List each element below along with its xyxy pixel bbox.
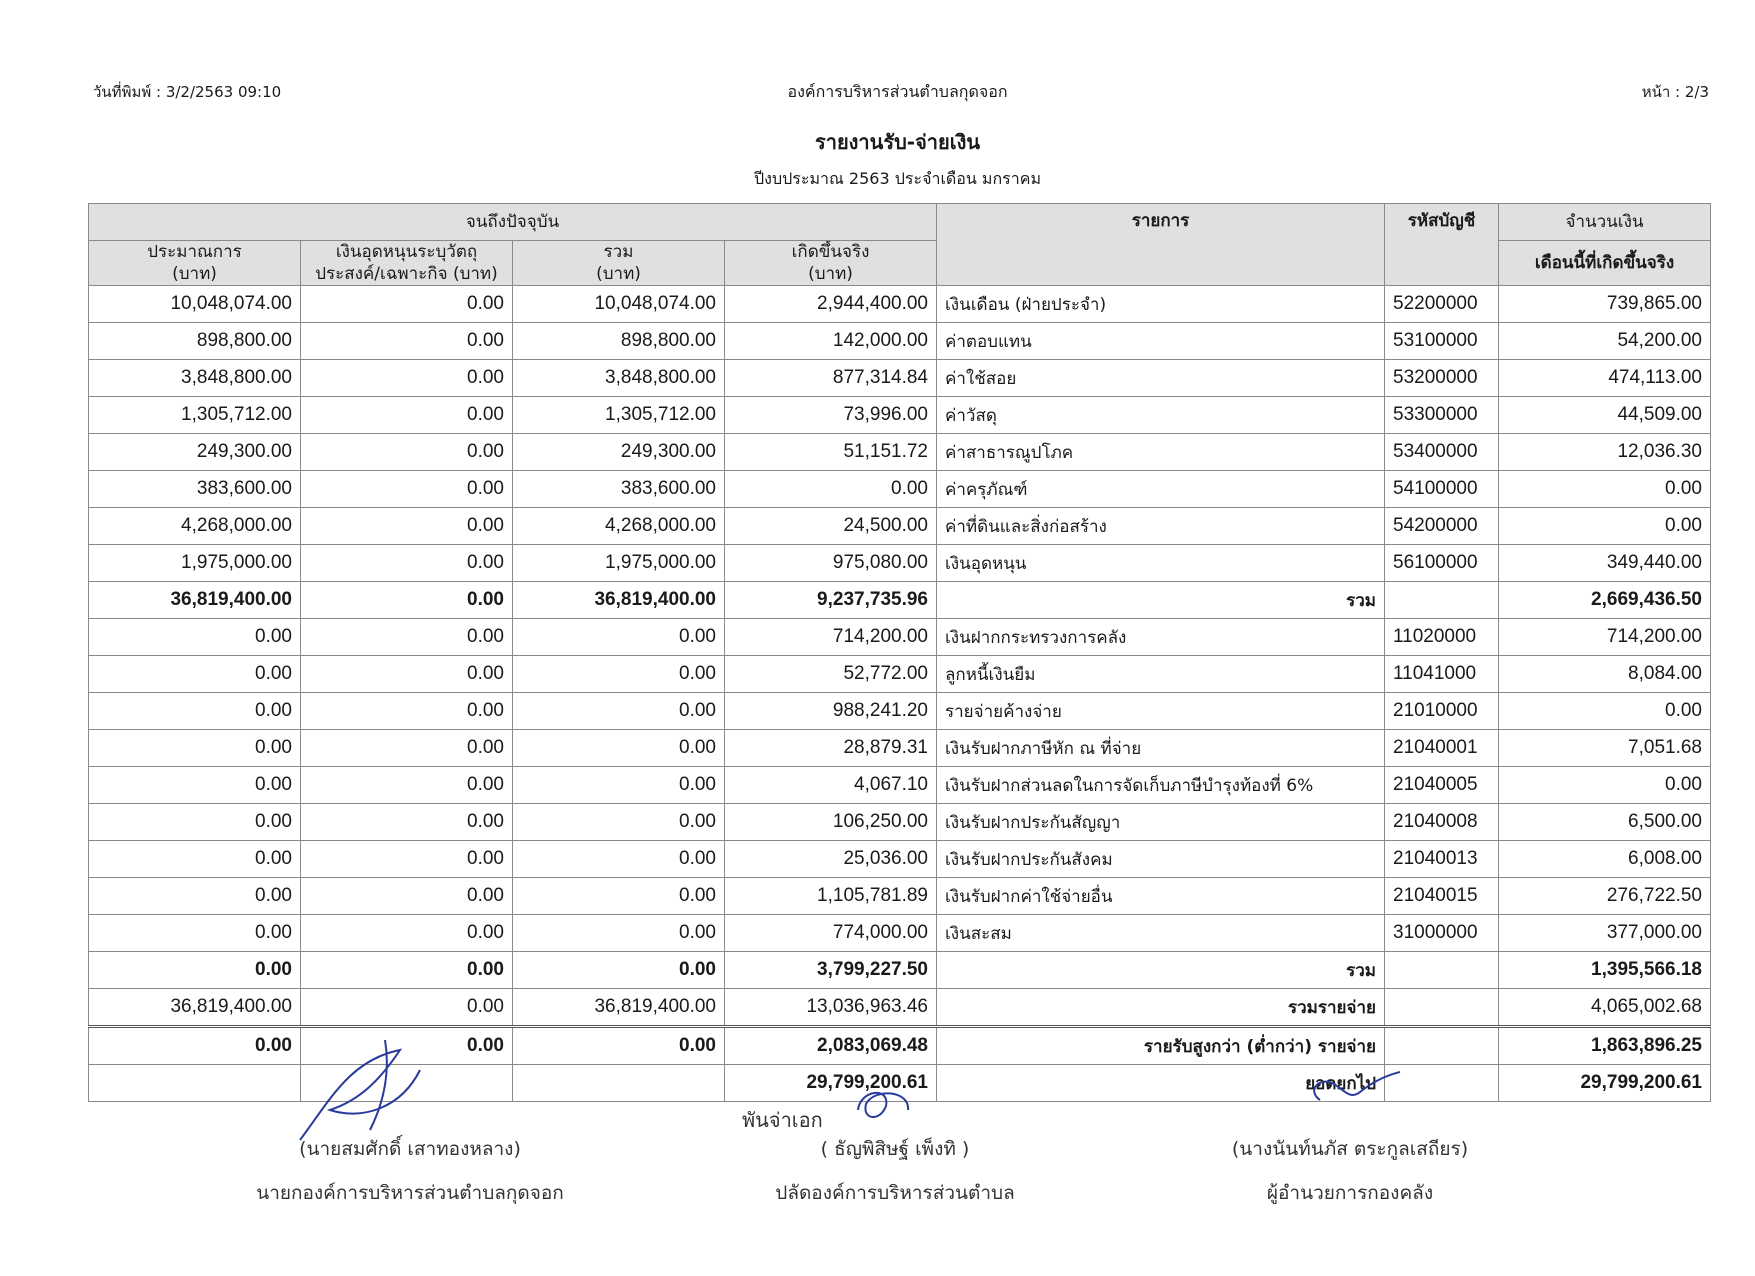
account-code-cell: 21040008 <box>1385 804 1499 841</box>
item-cell: เงินเดือน (ฝ่ายประจำ) <box>937 286 1385 323</box>
account-code-cell: 21040001 <box>1385 730 1499 767</box>
item-cell: ค่าครุภัณฑ์ <box>937 471 1385 508</box>
account-code-cell: 53100000 <box>1385 323 1499 360</box>
total-cell: 0.00 <box>513 804 725 841</box>
item-cell: เงินอุดหนุน <box>937 545 1385 582</box>
estimate-cell: 0.00 <box>89 693 301 730</box>
month-amount-cell: 349,440.00 <box>1499 545 1711 582</box>
estimate-cell: 0.00 <box>89 915 301 952</box>
total-cell: 0.00 <box>513 878 725 915</box>
month-amount-cell: 7,051.68 <box>1499 730 1711 767</box>
subsidy-cell: 0.00 <box>301 693 513 730</box>
month-amount-cell: 4,065,002.68 <box>1499 989 1711 1027</box>
month-amount-cell: 44,509.00 <box>1499 397 1711 434</box>
estimate-cell: 4,268,000.00 <box>89 508 301 545</box>
left-signer-title: นายกองค์การบริหารส่วนตำบลกุดจอก <box>256 1182 564 1204</box>
summary-label-cell: รวม <box>937 952 1385 989</box>
actual-cell: 1,105,781.89 <box>725 878 937 915</box>
report-subtitle: ปีงบประมาณ 2563 ประจำเดือน มกราคม <box>754 169 1041 188</box>
month-amount-cell: 8,084.00 <box>1499 656 1711 693</box>
actual-cell: 714,200.00 <box>725 619 937 656</box>
total-cell: 1,305,712.00 <box>513 397 725 434</box>
subsidy-cell: 0.00 <box>301 767 513 804</box>
table-row <box>89 767 1711 804</box>
subsidy-cell: 0.00 <box>301 730 513 767</box>
account-code-cell: 53300000 <box>1385 397 1499 434</box>
month-amount-cell: 739,865.00 <box>1499 286 1711 323</box>
actual-cell: 975,080.00 <box>725 545 937 582</box>
total-cell: 36,819,400.00 <box>513 989 725 1027</box>
item-cell: ค่าที่ดินและสิ่งก่อสร้าง <box>937 508 1385 545</box>
signature-right-image <box>1300 1070 1410 1120</box>
estimate-cell: 0.00 <box>89 730 301 767</box>
table-row <box>89 434 1711 471</box>
estimate-cell: 1,975,000.00 <box>89 545 301 582</box>
estimate-cell: 10,048,074.00 <box>89 286 301 323</box>
estimate-cell: 0.00 <box>89 841 301 878</box>
signature-mid <box>730 1134 1060 1222</box>
actual-cell: 877,314.84 <box>725 360 937 397</box>
mid-signer-name: ( ธัญพิสิษฐ์ เพ็งทิ ) <box>820 1138 970 1160</box>
item-cell: เงินรับฝากประกันสัญญา <box>937 804 1385 841</box>
item-cell: ลูกหนี้เงินยืม <box>937 656 1385 693</box>
table-row <box>89 730 1711 767</box>
month-amount-cell: 6,500.00 <box>1499 804 1711 841</box>
table-row <box>89 693 1711 730</box>
account-code-cell: 21040013 <box>1385 841 1499 878</box>
summary-label-cell: รวม <box>937 582 1385 619</box>
actual-cell: 988,241.20 <box>725 693 937 730</box>
total-cell: 10,048,074.00 <box>513 286 725 323</box>
month-amount-cell: 29,799,200.61 <box>1499 1065 1711 1102</box>
subsidy-cell: 0.00 <box>301 841 513 878</box>
subsidy-cell: 0.00 <box>301 323 513 360</box>
account-code-cell <box>1385 582 1499 619</box>
account-code-cell: 53200000 <box>1385 360 1499 397</box>
table-row <box>89 619 1711 656</box>
subsidy-cell: 0.00 <box>301 286 513 323</box>
group-header: จนถึงปัจจุบัน <box>89 204 937 241</box>
month-amount-cell: 474,113.00 <box>1499 360 1711 397</box>
total-cell: 0.00 <box>513 915 725 952</box>
item-cell: ค่าตอบแทน <box>937 323 1385 360</box>
total-cell: 383,600.00 <box>513 471 725 508</box>
total-cell: 1,975,000.00 <box>513 545 725 582</box>
subsidy-cell: 0.00 <box>301 434 513 471</box>
mid-signer-title: ปลัดองค์การบริหารส่วนตำบล <box>775 1182 1015 1204</box>
estimate-cell: 3,848,800.00 <box>89 360 301 397</box>
table-row <box>89 656 1711 693</box>
estimate-cell: 0.00 <box>89 952 301 989</box>
actual-cell: 2,944,400.00 <box>725 286 937 323</box>
month-amount-cell: 0.00 <box>1499 508 1711 545</box>
month-amount-cell: 0.00 <box>1499 693 1711 730</box>
month-amount-cell: 0.00 <box>1499 471 1711 508</box>
item-cell: ค่าใช้สอย <box>937 360 1385 397</box>
signature-left <box>200 1134 620 1222</box>
col-subsidy-header: เงินอุดหนุนระบุวัตถุ ประสงค์/เฉพาะกิจ (บาท) <box>301 241 513 286</box>
actual-cell: 73,996.00 <box>725 397 937 434</box>
table-row <box>89 323 1711 360</box>
month-amount-cell: 276,722.50 <box>1499 878 1711 915</box>
actual-cell: 51,151.72 <box>725 434 937 471</box>
month-amount-cell: 6,008.00 <box>1499 841 1711 878</box>
estimate-cell: 36,819,400.00 <box>89 582 301 619</box>
report-table <box>88 203 1711 1102</box>
actual-cell: 28,879.31 <box>725 730 937 767</box>
summary-label-cell: ยอดยกไป <box>937 1065 1385 1102</box>
actual-cell: 142,000.00 <box>725 323 937 360</box>
actual-cell: 13,036,963.46 <box>725 989 937 1027</box>
col-actual-header: เกิดขึ้นจริง (บาท) <box>725 241 937 286</box>
subsidy-cell: 0.00 <box>301 360 513 397</box>
item-cell: เงินรับฝากประกันสังคม <box>937 841 1385 878</box>
account-code-cell: 31000000 <box>1385 915 1499 952</box>
table-row <box>89 915 1711 952</box>
subsidy-cell: 0.00 <box>301 397 513 434</box>
subsidy-cell: 0.00 <box>301 1027 513 1065</box>
estimate-cell: 0.00 <box>89 804 301 841</box>
account-code-cell: 11020000 <box>1385 619 1499 656</box>
actual-cell: 9,237,735.96 <box>725 582 937 619</box>
col-total-header: รวม (บาท) <box>513 241 725 286</box>
account-code-cell <box>1385 952 1499 989</box>
total-cell: 0.00 <box>513 619 725 656</box>
item-header: รายการ <box>937 204 1385 286</box>
account-code-cell <box>1385 1027 1499 1065</box>
subsidy-cell: 0.00 <box>301 804 513 841</box>
month-amount-cell: 0.00 <box>1499 767 1711 804</box>
signature-area <box>0 1090 1755 1270</box>
left-signer-name: (นายสมศักดิ์ เสาทองหลาง) <box>299 1138 521 1160</box>
summary-label-cell: รายรับสูงกว่า (ต่ำกว่า) รายจ่าย <box>937 1027 1385 1065</box>
account-code-cell: 11041000 <box>1385 656 1499 693</box>
total-cell: 0.00 <box>513 730 725 767</box>
total-cell: 3,848,800.00 <box>513 360 725 397</box>
actual-cell: 2,083,069.48 <box>725 1027 937 1065</box>
item-cell: เงินรับฝากภาษีหัก ณ ที่จ่าย <box>937 730 1385 767</box>
table-row <box>89 286 1711 323</box>
actual-cell: 24,500.00 <box>725 508 937 545</box>
right-signer-name: (นางนันท์นภัส ตระกูลเสถียร) <box>1231 1138 1469 1160</box>
subsidy-cell: 0.00 <box>301 656 513 693</box>
month-amount-cell: 2,669,436.50 <box>1499 582 1711 619</box>
report-title: รายงานรับ-จ่ายเงิน <box>814 130 981 154</box>
code-header: รหัสบัญชี <box>1385 204 1499 286</box>
summary-label-cell: รวมรายจ่าย <box>937 989 1385 1027</box>
mid-signer-rank: พันจ่าเอก <box>742 1108 823 1132</box>
table-row <box>89 804 1711 841</box>
estimate-cell: 0.00 <box>89 619 301 656</box>
page-number: หน้า : 2/3 <box>1641 83 1709 101</box>
table-row <box>89 508 1711 545</box>
table-row <box>89 397 1711 434</box>
account-code-cell: 53400000 <box>1385 434 1499 471</box>
estimate-cell: 898,800.00 <box>89 323 301 360</box>
total-cell: 0.00 <box>513 1027 725 1065</box>
total-cell: 0.00 <box>513 952 725 989</box>
signature-right <box>1180 1134 1520 1222</box>
organization-name: องค์การบริหารส่วนตำบลกุดจอก <box>787 82 1008 101</box>
month-amount-cell: 714,200.00 <box>1499 619 1711 656</box>
total-cell: 0.00 <box>513 767 725 804</box>
signature-mid-image <box>850 1080 920 1130</box>
total-cell: 249,300.00 <box>513 434 725 471</box>
table-row <box>89 471 1711 508</box>
print-date: วันที่พิมพ์ : 3/2/2563 09:10 <box>93 83 282 101</box>
total-cell: 0.00 <box>513 693 725 730</box>
table-row <box>89 360 1711 397</box>
actual-cell: 29,799,200.61 <box>725 1065 937 1102</box>
estimate-cell: 0.00 <box>89 656 301 693</box>
total-cell: 0.00 <box>513 841 725 878</box>
subsidy-cell: 0.00 <box>301 878 513 915</box>
item-cell: รายจ่ายค้างจ่าย <box>937 693 1385 730</box>
actual-cell: 25,036.00 <box>725 841 937 878</box>
amount-header: จำนวนเงิน <box>1499 204 1711 241</box>
month-amount-cell: 1,395,566.18 <box>1499 952 1711 989</box>
table-row <box>89 841 1711 878</box>
actual-cell: 106,250.00 <box>725 804 937 841</box>
subsidy-cell: 0.00 <box>301 952 513 989</box>
estimate-cell: 1,305,712.00 <box>89 397 301 434</box>
actual-cell: 52,772.00 <box>725 656 937 693</box>
account-code-cell: 54200000 <box>1385 508 1499 545</box>
table-row <box>89 952 1711 989</box>
subsidy-cell: 0.00 <box>301 508 513 545</box>
item-cell: ค่าวัสดุ <box>937 397 1385 434</box>
estimate-cell: 36,819,400.00 <box>89 989 301 1027</box>
table-row <box>89 545 1711 582</box>
table-row <box>89 878 1711 915</box>
estimate-cell: 0.00 <box>89 767 301 804</box>
table-row <box>89 582 1711 619</box>
estimate-cell: 249,300.00 <box>89 434 301 471</box>
month-amount-cell: 377,000.00 <box>1499 915 1711 952</box>
item-cell: เงินรับฝากส่วนลดในการจัดเก็บภาษีบำรุงท้องที่ 6% <box>937 767 1385 804</box>
actual-cell: 774,000.00 <box>725 915 937 952</box>
actual-cell: 0.00 <box>725 471 937 508</box>
item-cell: ค่าสาธารณูปโภค <box>937 434 1385 471</box>
account-code-cell: 52200000 <box>1385 286 1499 323</box>
table-row <box>89 989 1711 1027</box>
estimate-cell: 0.00 <box>89 1027 301 1065</box>
subsidy-cell: 0.00 <box>301 915 513 952</box>
col-estimate-header: ประมาณการ (บาท) <box>89 241 301 286</box>
item-cell: เงินฝากกระทรวงการคลัง <box>937 619 1385 656</box>
account-code-cell: 21040005 <box>1385 767 1499 804</box>
estimate-cell: 0.00 <box>89 878 301 915</box>
actual-cell: 3,799,227.50 <box>725 952 937 989</box>
subsidy-cell: 0.00 <box>301 619 513 656</box>
account-code-cell: 54100000 <box>1385 471 1499 508</box>
total-cell: 36,819,400.00 <box>513 582 725 619</box>
subsidy-cell: 0.00 <box>301 545 513 582</box>
total-cell: 0.00 <box>513 656 725 693</box>
account-code-cell: 21010000 <box>1385 693 1499 730</box>
col-month-header: เดือนนี้ที่เกิดขึ้นจริง <box>1499 241 1711 286</box>
total-cell: 898,800.00 <box>513 323 725 360</box>
month-amount-cell: 12,036.30 <box>1499 434 1711 471</box>
month-amount-cell: 54,200.00 <box>1499 323 1711 360</box>
right-signer-title: ผู้อำนวยการกองคลัง <box>1266 1182 1434 1204</box>
total-cell: 4,268,000.00 <box>513 508 725 545</box>
estimate-cell: 383,600.00 <box>89 471 301 508</box>
item-cell: เงินรับฝากค่าใช้จ่ายอื่น <box>937 878 1385 915</box>
item-cell: เงินสะสม <box>937 915 1385 952</box>
account-code-cell <box>1385 989 1499 1027</box>
account-code-cell: 21040015 <box>1385 878 1499 915</box>
subsidy-cell: 0.00 <box>301 989 513 1027</box>
month-amount-cell: 1,863,896.25 <box>1499 1027 1711 1065</box>
account-code-cell: 56100000 <box>1385 545 1499 582</box>
subsidy-cell: 0.00 <box>301 471 513 508</box>
actual-cell: 4,067.10 <box>725 767 937 804</box>
subsidy-cell: 0.00 <box>301 582 513 619</box>
